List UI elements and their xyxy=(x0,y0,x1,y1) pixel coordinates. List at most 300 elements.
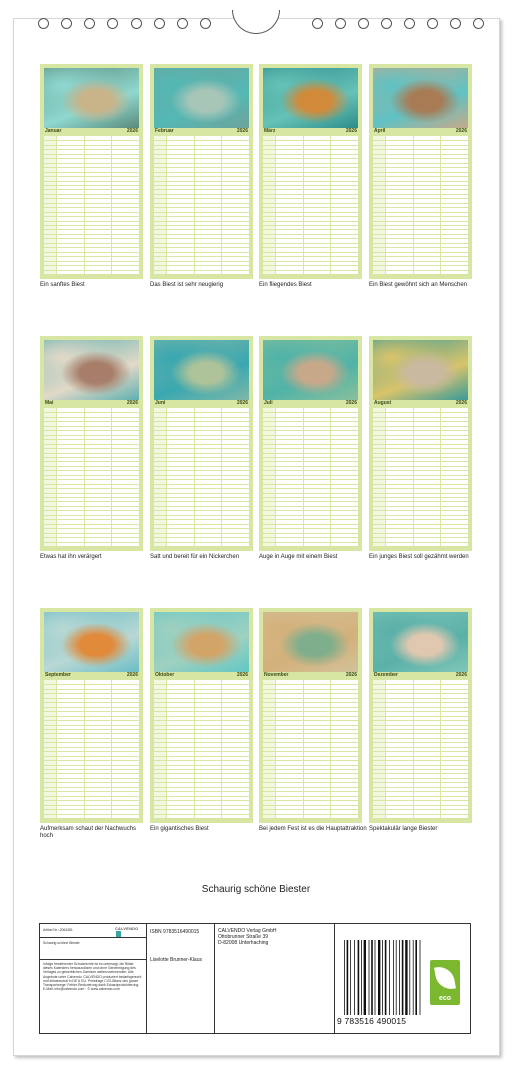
day-row xyxy=(44,479,139,480)
barcode-bar xyxy=(399,940,400,1015)
article-number: Artikel Nr.: 2064381 xyxy=(43,928,73,932)
barcode-bar xyxy=(420,940,421,1015)
day-row xyxy=(373,212,468,213)
day-row xyxy=(44,493,139,494)
day-row xyxy=(373,194,468,195)
month-name: September xyxy=(45,672,71,678)
day-row xyxy=(44,207,139,208)
month-photo xyxy=(154,340,249,400)
day-row xyxy=(154,430,249,431)
day-row xyxy=(44,185,139,186)
grid-column-line xyxy=(194,680,195,818)
day-row xyxy=(263,796,358,797)
day-row xyxy=(154,493,249,494)
day-row xyxy=(373,172,468,173)
day-row xyxy=(44,145,139,146)
day-row xyxy=(263,412,358,413)
day-row xyxy=(263,207,358,208)
day-row xyxy=(373,765,468,766)
day-row xyxy=(373,225,468,226)
day-row xyxy=(263,742,358,743)
binding-ring xyxy=(381,18,392,29)
barcode-bar xyxy=(409,940,410,1015)
day-row xyxy=(373,475,468,476)
grid-column-line xyxy=(330,408,331,546)
grid-column-line xyxy=(111,408,112,546)
day-row xyxy=(263,149,358,150)
day-row xyxy=(373,203,468,204)
day-row xyxy=(373,145,468,146)
day-row xyxy=(154,417,249,418)
grid-column-line xyxy=(385,408,386,546)
binding-ring xyxy=(131,18,142,29)
day-column xyxy=(263,408,275,546)
day-grid xyxy=(44,408,139,546)
day-row xyxy=(154,261,249,262)
day-row xyxy=(373,221,468,222)
day-row xyxy=(373,163,468,164)
isbn: ISBN 9783516490015 xyxy=(150,929,200,935)
day-row xyxy=(263,198,358,199)
day-row xyxy=(44,497,139,498)
day-row xyxy=(44,229,139,230)
month-panel xyxy=(369,608,472,823)
month-panel xyxy=(369,336,472,551)
month-header xyxy=(373,672,468,679)
day-row xyxy=(154,243,249,244)
day-row xyxy=(154,533,249,534)
binding-ring xyxy=(335,18,346,29)
grid-column-line xyxy=(303,408,304,546)
month-photo xyxy=(263,612,358,672)
grid-column-line xyxy=(84,136,85,274)
day-row xyxy=(154,247,249,248)
day-row xyxy=(44,782,139,783)
month-name: April xyxy=(374,128,386,134)
grid-column-line xyxy=(84,680,85,818)
barcode-bar xyxy=(369,940,370,1015)
day-row xyxy=(373,493,468,494)
barcode-bar xyxy=(393,940,394,1015)
day-row xyxy=(263,167,358,168)
day-row xyxy=(373,270,468,271)
day-row xyxy=(44,756,139,757)
day-row xyxy=(44,711,139,712)
month-year: 2026 xyxy=(455,128,467,134)
day-row xyxy=(373,756,468,757)
day-row xyxy=(373,782,468,783)
calendar-title: Schaurig schöne Biester xyxy=(201,884,311,895)
day-row xyxy=(373,167,468,168)
publisher-name: CALVENDO Verlag GmbH xyxy=(218,928,277,934)
binding-ring xyxy=(312,18,323,29)
day-row xyxy=(263,181,358,182)
grid-column-line xyxy=(221,408,222,546)
day-row xyxy=(263,439,358,440)
publisher-street: Ottobrunner Straße 39 xyxy=(218,934,269,940)
barcode-bar xyxy=(344,940,345,1015)
month-photo xyxy=(154,612,249,672)
barcode-bar xyxy=(402,940,404,1015)
month-caption: Ein sanftes Biest xyxy=(40,282,85,288)
day-row xyxy=(263,707,358,708)
month-header xyxy=(44,672,139,679)
barcode-bar xyxy=(371,940,373,1015)
day-row xyxy=(373,189,468,190)
day-row xyxy=(263,238,358,239)
divider xyxy=(40,959,146,960)
grid-column-line xyxy=(221,680,222,818)
day-row xyxy=(44,720,139,721)
day-row xyxy=(154,537,249,538)
day-row xyxy=(154,421,249,422)
day-grid xyxy=(263,680,358,818)
day-row xyxy=(154,702,249,703)
day-row xyxy=(263,778,358,779)
article-cell xyxy=(40,924,147,1033)
barcode-bar xyxy=(375,940,376,1015)
day-row xyxy=(373,519,468,520)
day-row xyxy=(373,470,468,471)
day-row xyxy=(154,528,249,529)
month-year: 2026 xyxy=(126,400,138,406)
day-row xyxy=(373,274,468,275)
month-year: 2026 xyxy=(345,128,357,134)
day-row xyxy=(44,515,139,516)
grid-column-line xyxy=(413,136,414,274)
binding-ring xyxy=(107,18,118,29)
month-caption: Ein fliegendes Biest xyxy=(259,282,312,288)
month-year: 2026 xyxy=(345,672,357,678)
day-row xyxy=(44,747,139,748)
grid-column-line xyxy=(385,136,386,274)
day-row xyxy=(44,198,139,199)
day-row xyxy=(373,185,468,186)
month-panel xyxy=(259,64,362,279)
day-row xyxy=(263,172,358,173)
eco-badge xyxy=(430,960,460,1005)
day-row xyxy=(44,261,139,262)
grid-column-line xyxy=(413,680,414,818)
day-row xyxy=(373,537,468,538)
day-row xyxy=(154,707,249,708)
day-row xyxy=(263,444,358,445)
month-name: Oktober xyxy=(155,672,175,678)
day-row xyxy=(263,501,358,502)
day-grid xyxy=(263,408,358,546)
day-row xyxy=(373,457,468,458)
month-year: 2026 xyxy=(126,128,138,134)
month-caption: Ein Biest gewöhnt sich an Menschen xyxy=(369,282,468,288)
day-row xyxy=(263,519,358,520)
binding-ring xyxy=(38,18,49,29)
day-row xyxy=(154,457,249,458)
day-row xyxy=(263,484,358,485)
binding-ring xyxy=(200,18,211,29)
day-row xyxy=(373,479,468,480)
day-row xyxy=(373,725,468,726)
month-name: August xyxy=(374,400,392,406)
day-row xyxy=(44,461,139,462)
day-row xyxy=(154,256,249,257)
day-row xyxy=(263,488,358,489)
day-row xyxy=(154,747,249,748)
barcode-digits: 9 783516 490015 xyxy=(337,1016,407,1026)
day-row xyxy=(373,720,468,721)
day-row xyxy=(373,506,468,507)
day-grid xyxy=(154,408,249,546)
month-panel xyxy=(259,336,362,551)
day-row xyxy=(263,421,358,422)
month-year: 2026 xyxy=(236,672,248,678)
day-row xyxy=(44,765,139,766)
day-row xyxy=(263,221,358,222)
day-row xyxy=(154,800,249,801)
month-caption: Spektakulär lange Biester xyxy=(369,826,438,832)
day-row xyxy=(44,751,139,752)
day-row xyxy=(263,435,358,436)
day-row xyxy=(154,506,249,507)
day-row xyxy=(373,524,468,525)
month-header xyxy=(44,400,139,407)
day-row xyxy=(263,787,358,788)
day-row xyxy=(373,417,468,418)
day-row xyxy=(263,769,358,770)
day-row xyxy=(263,203,358,204)
day-row xyxy=(373,818,468,819)
day-row xyxy=(373,439,468,440)
day-row xyxy=(263,756,358,757)
month-name: November xyxy=(264,672,289,678)
month-name: März xyxy=(264,128,276,134)
day-row xyxy=(44,149,139,150)
day-row xyxy=(263,457,358,458)
day-row xyxy=(44,729,139,730)
month-panel xyxy=(40,608,143,823)
month-caption: Auge in Auge mit einem Biest xyxy=(259,554,338,560)
day-row xyxy=(263,163,358,164)
day-row xyxy=(154,818,249,819)
day-row xyxy=(44,158,139,159)
day-row xyxy=(44,417,139,418)
day-row xyxy=(154,796,249,797)
day-row xyxy=(44,716,139,717)
day-row xyxy=(373,711,468,712)
day-row xyxy=(373,488,468,489)
day-row xyxy=(44,412,139,413)
day-row xyxy=(373,689,468,690)
grid-column-line xyxy=(413,408,414,546)
day-row xyxy=(373,733,468,734)
day-row xyxy=(373,154,468,155)
day-row xyxy=(373,760,468,761)
day-row xyxy=(44,238,139,239)
day-row xyxy=(154,546,249,547)
day-row xyxy=(44,510,139,511)
day-row xyxy=(373,501,468,502)
day-row xyxy=(263,805,358,806)
day-row xyxy=(44,189,139,190)
day-row xyxy=(263,274,358,275)
day-row xyxy=(154,461,249,462)
day-row xyxy=(44,466,139,467)
day-row xyxy=(263,154,358,155)
day-row xyxy=(263,765,358,766)
day-row xyxy=(154,172,249,173)
day-row xyxy=(154,805,249,806)
day-row xyxy=(154,412,249,413)
day-grid xyxy=(373,680,468,818)
day-row xyxy=(373,435,468,436)
day-row xyxy=(154,470,249,471)
leaf-icon xyxy=(434,965,456,992)
day-row xyxy=(44,181,139,182)
day-row xyxy=(373,252,468,253)
day-row xyxy=(263,760,358,761)
day-row xyxy=(263,426,358,427)
day-row xyxy=(373,247,468,248)
day-row xyxy=(154,270,249,271)
month-header xyxy=(154,128,249,135)
day-row xyxy=(44,733,139,734)
barcode-bar xyxy=(354,940,355,1015)
day-row xyxy=(154,542,249,543)
day-row xyxy=(154,519,249,520)
day-row xyxy=(154,510,249,511)
day-row xyxy=(373,261,468,262)
day-row xyxy=(154,198,249,199)
grid-column-line xyxy=(194,136,195,274)
day-row xyxy=(44,265,139,266)
day-row xyxy=(373,265,468,266)
grid-column-line xyxy=(166,136,167,274)
grid-column-line xyxy=(303,680,304,818)
month-header xyxy=(373,128,468,135)
day-row xyxy=(154,733,249,734)
month-header xyxy=(154,672,249,679)
month-year: 2026 xyxy=(345,400,357,406)
day-row xyxy=(263,702,358,703)
day-row xyxy=(44,453,139,454)
day-row xyxy=(263,493,358,494)
day-row xyxy=(263,814,358,815)
day-row xyxy=(154,158,249,159)
day-row xyxy=(154,488,249,489)
day-row xyxy=(44,805,139,806)
day-row xyxy=(154,203,249,204)
grid-column-line xyxy=(111,136,112,274)
day-row xyxy=(44,426,139,427)
day-row xyxy=(263,528,358,529)
day-row xyxy=(154,252,249,253)
day-row xyxy=(44,243,139,244)
day-column xyxy=(373,680,385,818)
day-column xyxy=(154,136,166,274)
day-row xyxy=(44,457,139,458)
day-row xyxy=(154,216,249,217)
day-row xyxy=(44,698,139,699)
day-row xyxy=(44,488,139,489)
day-row xyxy=(263,225,358,226)
day-grid xyxy=(373,136,468,274)
day-row xyxy=(263,782,358,783)
day-row xyxy=(373,546,468,547)
day-row xyxy=(44,163,139,164)
day-row xyxy=(263,818,358,819)
day-row xyxy=(154,185,249,186)
month-panel xyxy=(40,64,143,279)
binding-ring xyxy=(84,18,95,29)
barcode-bar xyxy=(350,940,351,1015)
day-grid xyxy=(154,680,249,818)
day-row xyxy=(154,238,249,239)
day-row xyxy=(154,501,249,502)
day-row xyxy=(263,189,358,190)
day-row xyxy=(44,435,139,436)
day-row xyxy=(154,466,249,467)
day-row xyxy=(154,778,249,779)
day-row xyxy=(154,207,249,208)
month-panel xyxy=(40,336,143,551)
month-header xyxy=(263,128,358,135)
day-row xyxy=(44,216,139,217)
divider xyxy=(40,937,146,938)
day-row xyxy=(373,453,468,454)
barcode-bar xyxy=(361,940,362,1015)
day-row xyxy=(373,466,468,467)
product-info-panel xyxy=(39,923,471,1034)
month-name: Januar xyxy=(45,128,62,134)
day-row xyxy=(263,461,358,462)
day-row xyxy=(373,796,468,797)
day-row xyxy=(263,711,358,712)
day-row xyxy=(44,430,139,431)
day-row xyxy=(373,149,468,150)
month-year: 2026 xyxy=(126,672,138,678)
day-row xyxy=(44,818,139,819)
grid-column-line xyxy=(275,408,276,546)
day-row xyxy=(154,729,249,730)
day-row xyxy=(263,212,358,213)
day-row xyxy=(263,747,358,748)
day-row xyxy=(154,479,249,480)
month-header xyxy=(154,400,249,407)
day-column xyxy=(44,680,56,818)
month-panel xyxy=(259,608,362,823)
month-name: Juni xyxy=(155,400,166,406)
day-row xyxy=(373,716,468,717)
day-row xyxy=(44,742,139,743)
day-row xyxy=(373,198,468,199)
day-row xyxy=(44,787,139,788)
day-row xyxy=(154,720,249,721)
day-row xyxy=(154,814,249,815)
day-row xyxy=(154,809,249,810)
day-row xyxy=(154,751,249,752)
day-row xyxy=(154,497,249,498)
publisher-city: D-82008 Unterhaching xyxy=(218,940,269,946)
month-photo xyxy=(44,612,139,672)
day-row xyxy=(154,756,249,757)
day-row xyxy=(44,684,139,685)
day-row xyxy=(263,158,358,159)
binding-ring xyxy=(473,18,484,29)
day-row xyxy=(263,234,358,235)
day-row xyxy=(263,466,358,467)
day-row xyxy=(44,140,139,141)
day-row xyxy=(263,265,358,266)
barcode xyxy=(343,940,423,1015)
